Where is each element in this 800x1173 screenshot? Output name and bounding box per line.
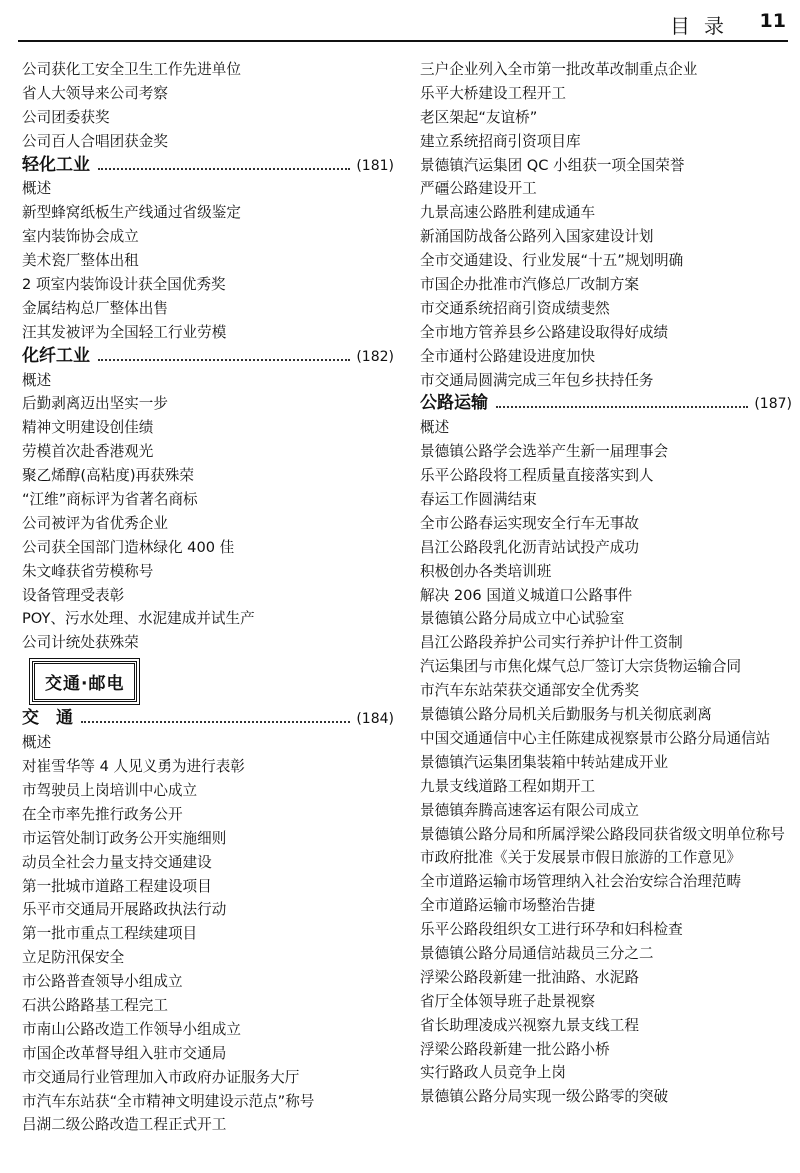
dot-leader: [98, 359, 350, 361]
dot-leader: [81, 721, 350, 723]
toc-entry[interactable]: 乐平大桥建设工程开工: [420, 84, 566, 102]
toc-entry[interactable]: 市国企改革督导组入驻市交通局: [22, 1044, 227, 1062]
toc-entry[interactable]: 全市道路运输市场整治告捷: [420, 897, 596, 915]
toc-entry[interactable]: 市南山公路改造工作领导小组成立: [22, 1020, 241, 1038]
toc-entry[interactable]: 九景支线道路工程如期开工: [420, 777, 596, 795]
toc-entry[interactable]: 概述: [22, 371, 52, 389]
toc-entry[interactable]: POY、污水处理、水泥建成并试生产: [22, 610, 255, 628]
section-title: 公路运输: [420, 393, 488, 414]
toc-column-right: [420, 58, 792, 1109]
toc-entry[interactable]: 在全市率先推行政务公开: [22, 805, 183, 823]
toc-entry[interactable]: 全市交通建设、行业发展“十五”规划明确: [420, 252, 684, 270]
page-number: 11: [759, 10, 786, 32]
toc-entry[interactable]: 市交通局圆满完成三年包乡扶持任务: [420, 371, 654, 389]
toc-entry[interactable]: “江维”商标评为省著名商标: [22, 491, 198, 509]
toc-entry[interactable]: 市公路普查领导小组成立: [22, 973, 183, 991]
toc-entry[interactable]: 吕湖二级公路改造工程正式开工: [22, 1116, 227, 1134]
toc-entry[interactable]: 景德镇公路学会选举产生新一届理事会: [420, 443, 669, 461]
toc-entry[interactable]: 2 项室内装饰设计获全国优秀奖: [22, 276, 226, 294]
toc-entry[interactable]: 概述: [420, 419, 450, 437]
toc-entry[interactable]: 春运工作圆满结束: [420, 491, 537, 509]
toc-entry[interactable]: 建立系统招商引资项目库: [420, 132, 581, 150]
toc-entry[interactable]: 老区架起“友谊桥”: [420, 108, 538, 126]
toc-entry[interactable]: 公司百人合唱团获金奖: [22, 132, 168, 150]
section-title: 化纤工业: [22, 345, 90, 366]
page-header: [18, 0, 788, 42]
dot-leader: [98, 168, 350, 170]
toc-entry[interactable]: 景德镇公路分局和所属浮梁公路段同获省级文明单位称号: [420, 825, 785, 843]
toc-entry[interactable]: 市汽车东站荣获交通部安全优秀奖: [420, 682, 639, 700]
toc-entry[interactable]: 乐平公路段将工程质量直接落实到人: [420, 467, 654, 485]
toc-entry[interactable]: 景德镇汽运集团 QC 小组获一项全国荣誉: [420, 156, 685, 174]
toc-entry[interactable]: 公司团委获奖: [22, 108, 110, 126]
toc-entry[interactable]: 动员全社会力量支持交通建设: [22, 853, 212, 871]
toc-entry[interactable]: 全市道路运输市场管理纳入社会治安综合治理范畴: [420, 873, 742, 891]
toc-entry[interactable]: 浮梁公路段新建一批公路小桥: [420, 1040, 610, 1058]
toc-entry[interactable]: 景德镇汽运集团集装箱中转站建成开业: [420, 753, 669, 771]
category-badge: 交通·邮电: [32, 661, 137, 702]
header-rule: [18, 40, 788, 42]
section-title: 交 通: [22, 708, 73, 729]
toc-entry[interactable]: 公司获化工安全卫生工作先进单位: [22, 61, 241, 78]
toc-entry[interactable]: 省长助理凌成兴视察九景支线工程: [420, 1016, 639, 1034]
toc-entry[interactable]: 九景高速公路胜利建成通车: [420, 204, 596, 222]
toc-entry[interactable]: 公司被评为省优秀企业: [22, 514, 168, 532]
toc-column-left: [22, 58, 394, 1137]
toc-entry[interactable]: 市运管处制订政务公开实施细则: [22, 829, 227, 847]
toc-entry[interactable]: 劳模首次赴香港观光: [22, 443, 154, 461]
toc-entry[interactable]: 全市通村公路建设进度加快: [420, 347, 596, 365]
toc-entry[interactable]: 市政府批准《关于发展景市假日旅游的工作意见》: [420, 849, 742, 867]
toc-entry[interactable]: 景德镇公路分局实现一级公路零的突破: [420, 1088, 669, 1106]
section-page-number: (184): [356, 711, 394, 728]
toc-section-heading[interactable]: [22, 707, 394, 731]
toc-entry[interactable]: 景德镇公路分局成立中心试验室: [420, 610, 625, 628]
toc-entry[interactable]: 新型蜂窝纸板生产线通过省级鉴定: [22, 204, 241, 222]
toc-entry[interactable]: 概述: [22, 180, 52, 198]
toc-entry[interactable]: 景德镇公路分局通信站裁员三分之二: [420, 944, 654, 962]
toc-entry[interactable]: 市交通系统招商引资成绩斐然: [420, 299, 610, 317]
section-page-number: (182): [356, 348, 394, 365]
toc-entry[interactable]: 精神文明建设创佳绩: [22, 419, 154, 437]
toc-entry[interactable]: 金属结构总厂整体出售: [22, 299, 168, 317]
toc-entry[interactable]: 市交通局行业管理加入市政府办证服务大厅: [22, 1068, 300, 1086]
toc-entry[interactable]: 三户企业列入全市第一批改革改制重点企业: [420, 61, 698, 78]
toc-entry[interactable]: 室内装饰协会成立: [22, 228, 139, 246]
toc-entry[interactable]: 乐平市交通局开展路政执法行动: [22, 901, 227, 919]
toc-entry[interactable]: 市驾驶员上岗培训中心成立: [22, 781, 198, 799]
toc-entry[interactable]: 昌江公路段养护公司实行养护计件工资制: [420, 634, 683, 652]
section-page-number: (187): [754, 396, 792, 413]
dot-leader: [496, 406, 748, 408]
page-header-title: 目录: [670, 14, 738, 38]
toc-entry[interactable]: 中国交通通信中心主任陈建成视察景市公路分局通信站: [420, 729, 771, 747]
toc-entry[interactable]: 聚乙烯醇(高粘度)再获殊荣: [22, 467, 194, 485]
toc-entry[interactable]: 景德镇公路分局机关后勤服务与机关彻底剥离: [420, 706, 712, 724]
section-title: 轻化工业: [22, 154, 90, 175]
toc-entry[interactable]: 乐平公路段组织女工进行环孕和妇科检查: [420, 921, 683, 939]
toc-entry[interactable]: 景德镇奔腾高速客运有限公司成立: [420, 801, 639, 819]
toc-entry[interactable]: 后勤剥离迈出坚实一步: [22, 395, 168, 413]
toc-entry[interactable]: 严礓公路建设开工: [420, 180, 537, 198]
toc-entry[interactable]: 朱文峰获省劳模称号: [22, 562, 154, 580]
toc-entry[interactable]: 全市地方管养县乡公路建设取得好成绩: [420, 323, 669, 341]
toc-entry[interactable]: 第一批市重点工程续建项目: [22, 925, 198, 943]
category-badge-row: [22, 655, 394, 707]
toc-entry[interactable]: 立足防汛保安全: [22, 949, 125, 967]
toc-entry[interactable]: 美术瓷厂整体出租: [22, 252, 139, 270]
toc-entry[interactable]: 积极创办各类培训班: [420, 562, 552, 580]
toc-entry[interactable]: 公司计统处获殊荣: [22, 634, 139, 652]
toc-entry[interactable]: 市国企办批准市汽修总厂改制方案: [420, 276, 639, 294]
toc-entry[interactable]: 解决 206 国道义城道口公路事件: [420, 586, 633, 604]
toc-section-heading[interactable]: [22, 154, 394, 178]
toc-entry[interactable]: 汪其发被评为全国轻工行业劳模: [22, 323, 227, 341]
toc-entry[interactable]: 新涌国防战备公路列入国家建设计划: [420, 228, 654, 246]
toc-entry[interactable]: 对崔雪华等 4 人见义勇为进行表彰: [22, 758, 245, 776]
toc-entry[interactable]: 公司获全国部门造林绿化 400 佳: [22, 538, 235, 556]
toc-section-heading[interactable]: [420, 392, 792, 416]
toc-entry[interactable]: 设备管理受表彰: [22, 586, 125, 604]
toc-section-heading[interactable]: [22, 345, 394, 369]
toc-entry[interactable]: 浮梁公路段新建一批油路、水泥路: [420, 968, 639, 986]
toc-entry[interactable]: 概述: [22, 734, 52, 752]
toc-entry[interactable]: 汽运集团与市焦化煤气总厂签订大宗货物运输合同: [420, 658, 742, 676]
toc-entry[interactable]: 全市公路春运实现安全行车无事故: [420, 514, 639, 532]
toc-entry[interactable]: 省人大领导来公司考察: [22, 84, 168, 102]
toc-entry[interactable]: 石洪公路路基工程完工: [22, 996, 168, 1014]
toc-entry[interactable]: 第一批城市道路工程建设项目: [22, 877, 212, 895]
toc-entry[interactable]: 省厅全体领导班子赴景视察: [420, 992, 596, 1010]
toc-entry[interactable]: 昌江公路段乳化沥青站试投产成功: [420, 538, 639, 556]
toc-entry[interactable]: 实行路政人员竞争上岗: [420, 1064, 566, 1082]
section-page-number: (181): [356, 157, 394, 174]
toc-entry[interactable]: 市汽车东站获“全市精神文明建设示范点”称号: [22, 1092, 315, 1110]
